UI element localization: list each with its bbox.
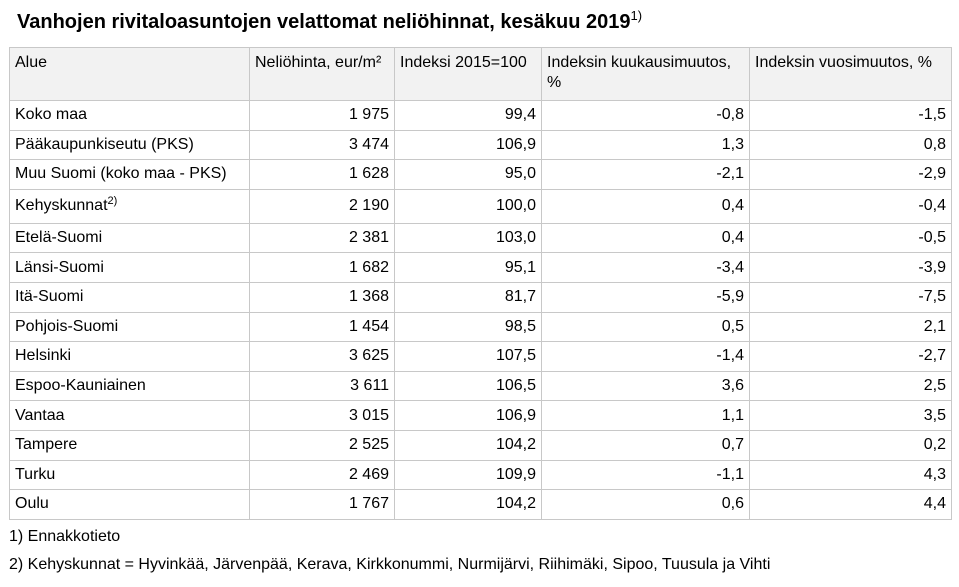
cell-area <box>10 160 250 190</box>
table-row <box>10 101 952 131</box>
cell-area <box>10 130 250 160</box>
cell-index: 104,2 <box>395 490 542 520</box>
cell-price: 3 015 <box>250 401 395 431</box>
table-row <box>10 490 952 520</box>
area-name: Pohjois-Suomi <box>15 317 119 335</box>
cell-monthly-change: -0,8 <box>542 101 750 131</box>
cell-monthly-change: 0,4 <box>542 189 750 223</box>
area-name: Oulu <box>15 495 49 513</box>
cell-price: 1 975 <box>250 101 395 131</box>
header-price: Neliöhinta, eur/m² <box>250 48 395 101</box>
table-row <box>10 430 952 460</box>
cell-monthly-change: -5,9 <box>542 282 750 312</box>
cell-area <box>10 253 250 283</box>
cell-index: 95,0 <box>395 160 542 190</box>
cell-yearly-change: 0,8 <box>750 130 952 160</box>
cell-area <box>10 371 250 401</box>
cell-area <box>10 401 250 431</box>
cell-yearly-change: -0,4 <box>750 189 952 223</box>
cell-yearly-change: -2,9 <box>750 160 952 190</box>
area-name: Länsi-Suomi <box>15 258 104 276</box>
title-footnote-marker: 1) <box>630 8 643 23</box>
area-name: Kehyskunnat <box>15 197 108 215</box>
cell-area <box>10 342 250 372</box>
cell-monthly-change: 0,4 <box>542 223 750 253</box>
cell-index: 107,5 <box>395 342 542 372</box>
table-row <box>10 130 952 160</box>
header-area: Alue <box>10 48 250 101</box>
table-row <box>10 460 952 490</box>
cell-price: 2 190 <box>250 189 395 223</box>
area-footnote-marker: 2) <box>107 195 118 208</box>
cell-area <box>10 312 250 342</box>
title-text: Vanhojen rivitaloasuntojen velattomat neliöhinnat, kesäkuu 2019 <box>17 11 631 33</box>
area-name: Tampere <box>15 436 78 454</box>
area-name: Muu Suomi (koko maa - PKS) <box>15 165 227 183</box>
cell-yearly-change: 2,1 <box>750 312 952 342</box>
header-monthly-change: Indeksin kuukausimuutos, % <box>542 48 750 101</box>
cell-price: 3 611 <box>250 371 395 401</box>
area-name: Espoo-Kauniainen <box>15 377 146 395</box>
cell-price: 2 525 <box>250 430 395 460</box>
cell-area <box>10 430 250 460</box>
header-yearly-change: Indeksin vuosimuutos, % <box>750 48 952 101</box>
cell-monthly-change: 1,1 <box>542 401 750 431</box>
cell-yearly-change: -0,5 <box>750 223 952 253</box>
cell-monthly-change: 0,7 <box>542 430 750 460</box>
cell-monthly-change: 1,3 <box>542 130 750 160</box>
cell-price: 3 474 <box>250 130 395 160</box>
cell-monthly-change: -3,4 <box>542 253 750 283</box>
cell-price: 2 469 <box>250 460 395 490</box>
cell-yearly-change: -1,5 <box>750 101 952 131</box>
header-index: Indeksi 2015=100 <box>395 48 542 101</box>
footnote-1: 1) Ennakkotieto <box>9 528 121 545</box>
cell-index: 106,5 <box>395 371 542 401</box>
area-name: Etelä-Suomi <box>15 229 103 247</box>
page-title <box>17 8 642 34</box>
cell-area <box>10 101 250 131</box>
cell-yearly-change: 2,5 <box>750 371 952 401</box>
cell-price: 2 381 <box>250 223 395 253</box>
cell-yearly-change: 0,2 <box>750 430 952 460</box>
table-row <box>10 282 952 312</box>
area-name: Itä-Suomi <box>15 288 84 306</box>
cell-index: 109,9 <box>395 460 542 490</box>
footnote-2: 2) Kehyskunnat = Hyvinkää, Järvenpää, Kerava, Kirkkonummi, Nurmijärvi, Riihimäki, Sipoo, Tuusula ja Vihti <box>9 556 771 573</box>
area-name: Vantaa <box>15 406 65 424</box>
cell-yearly-change: -2,7 <box>750 342 952 372</box>
area-name: Helsinki <box>15 347 72 365</box>
area-name: Koko maa <box>15 106 88 124</box>
cell-area <box>10 490 250 520</box>
table-row <box>10 160 952 190</box>
area-name: Pääkaupunkiseutu (PKS) <box>15 135 194 153</box>
cell-monthly-change: -1,4 <box>542 342 750 372</box>
table-row <box>10 371 952 401</box>
cell-index: 106,9 <box>395 401 542 431</box>
cell-area <box>10 282 250 312</box>
price-table <box>9 47 952 520</box>
cell-yearly-change: 3,5 <box>750 401 952 431</box>
table-header-row <box>10 48 952 101</box>
table-row <box>10 253 952 283</box>
area-name: Turku <box>15 465 56 483</box>
cell-monthly-change: 3,6 <box>542 371 750 401</box>
cell-price: 1 682 <box>250 253 395 283</box>
cell-yearly-change: -3,9 <box>750 253 952 283</box>
cell-index: 98,5 <box>395 312 542 342</box>
cell-price: 1 368 <box>250 282 395 312</box>
table-row <box>10 401 952 431</box>
table-row <box>10 312 952 342</box>
cell-index: 81,7 <box>395 282 542 312</box>
table-row <box>10 223 952 253</box>
cell-index: 100,0 <box>395 189 542 223</box>
cell-yearly-change: 4,3 <box>750 460 952 490</box>
cell-price: 3 625 <box>250 342 395 372</box>
table-row <box>10 189 952 223</box>
table-body <box>10 101 952 520</box>
cell-monthly-change: 0,5 <box>542 312 750 342</box>
cell-index: 104,2 <box>395 430 542 460</box>
cell-area <box>10 189 250 223</box>
cell-yearly-change: -7,5 <box>750 282 952 312</box>
cell-price: 1 454 <box>250 312 395 342</box>
cell-monthly-change: 0,6 <box>542 490 750 520</box>
cell-index: 106,9 <box>395 130 542 160</box>
cell-index: 103,0 <box>395 223 542 253</box>
cell-index: 99,4 <box>395 101 542 131</box>
cell-price: 1 767 <box>250 490 395 520</box>
cell-price: 1 628 <box>250 160 395 190</box>
cell-yearly-change: 4,4 <box>750 490 952 520</box>
cell-monthly-change: -2,1 <box>542 160 750 190</box>
cell-area <box>10 460 250 490</box>
cell-area <box>10 223 250 253</box>
table-row <box>10 342 952 372</box>
cell-index: 95,1 <box>395 253 542 283</box>
cell-monthly-change: -1,1 <box>542 460 750 490</box>
